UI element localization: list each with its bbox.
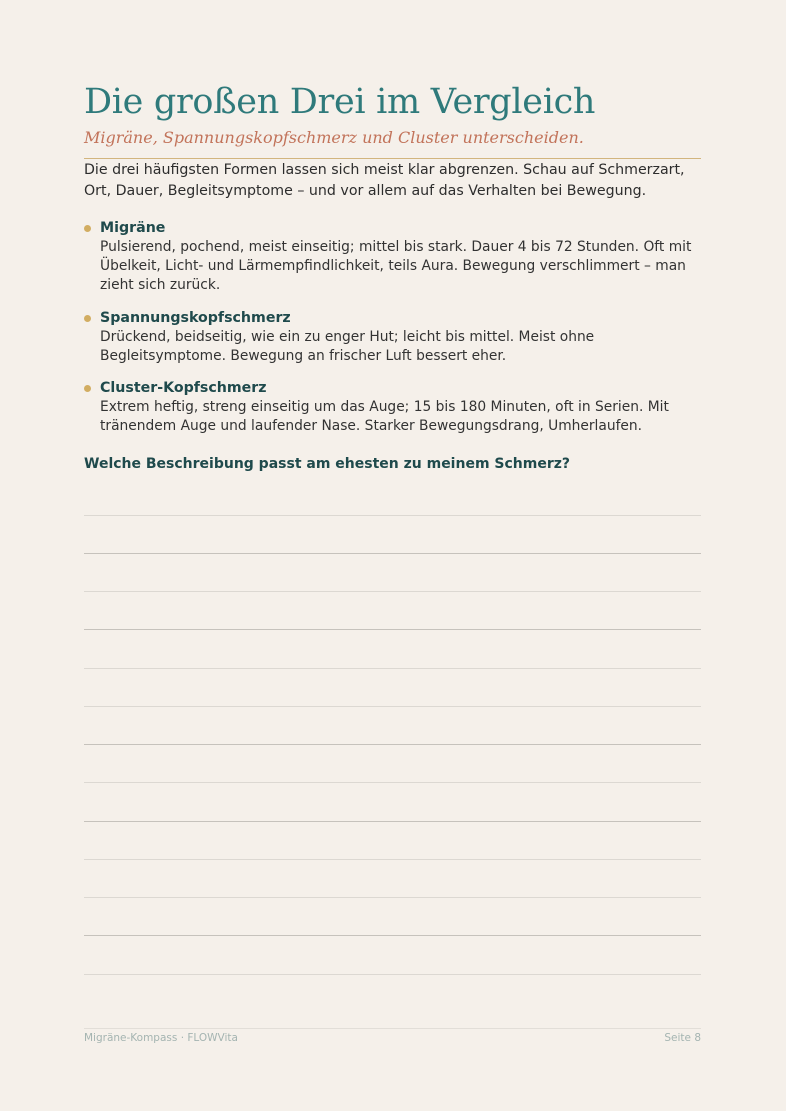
type-name: Cluster-Kopfschmerz xyxy=(100,380,267,397)
writing-line[interactable] xyxy=(84,629,701,630)
type-name: Spannungskopfschmerz xyxy=(100,309,291,326)
page-subtitle: Migräne, Spannungskopfschmerz und Cluster unterscheiden. xyxy=(84,128,584,147)
page-title: Die großen Drei im Vergleich xyxy=(84,82,596,122)
type-description: Pulsierend, pochend, meist einseitig; mittel bis stark. Dauer 4 bis 72 Stunden. Oft mit Übelkeit, Licht- und Lärmempfindlichkeit, teils Aura. Bewegung verschlimmert – man zieht sich zurück. xyxy=(100,239,692,294)
worksheet-page xyxy=(84,0,701,1111)
writing-line[interactable] xyxy=(84,591,701,592)
writing-line[interactable] xyxy=(84,897,701,898)
writing-line[interactable] xyxy=(84,744,701,745)
type-description: Extrem heftig, streng einseitig um das Auge; 15 bis 180 Minuten, oft in Serien. Mit tränendem Auge und laufender Nase. Starker Bewegungsdrang, Umherlaufen. xyxy=(100,399,669,435)
footer-brand: Migräne-Kompass · FLOWVita xyxy=(84,1032,238,1044)
type-description: Drückend, beidseitig, wie ein zu enger Hut; leicht bis mittel. Meist ohne Begleitsymptome. Bewegung an frischer Luft bessert eher. xyxy=(100,328,595,364)
question-prompt: Welche Beschreibung passt am ehesten zu meinem Schmerz? xyxy=(84,456,571,472)
writing-line[interactable] xyxy=(84,668,701,669)
footer-divider xyxy=(84,1028,701,1029)
answer-writing-area[interactable] xyxy=(84,0,701,1111)
writing-line[interactable] xyxy=(84,974,701,975)
writing-line[interactable] xyxy=(84,553,701,554)
writing-line[interactable] xyxy=(84,515,701,516)
intro-paragraph: Die drei häufigsten Formen lassen sich meist klar abgrenzen. Schau auf Schmerzart, Ort, Dauer, Begleitsymptome – und vor allem auf das Verhalten bei Bewegung. xyxy=(84,162,685,199)
writing-line[interactable] xyxy=(84,706,701,707)
writing-line[interactable] xyxy=(84,782,701,783)
writing-line[interactable] xyxy=(84,821,701,822)
writing-line[interactable] xyxy=(84,935,701,936)
type-name: Migräne xyxy=(100,220,166,236)
writing-line[interactable] xyxy=(84,859,701,860)
page-number: Seite 8 xyxy=(664,1032,701,1044)
